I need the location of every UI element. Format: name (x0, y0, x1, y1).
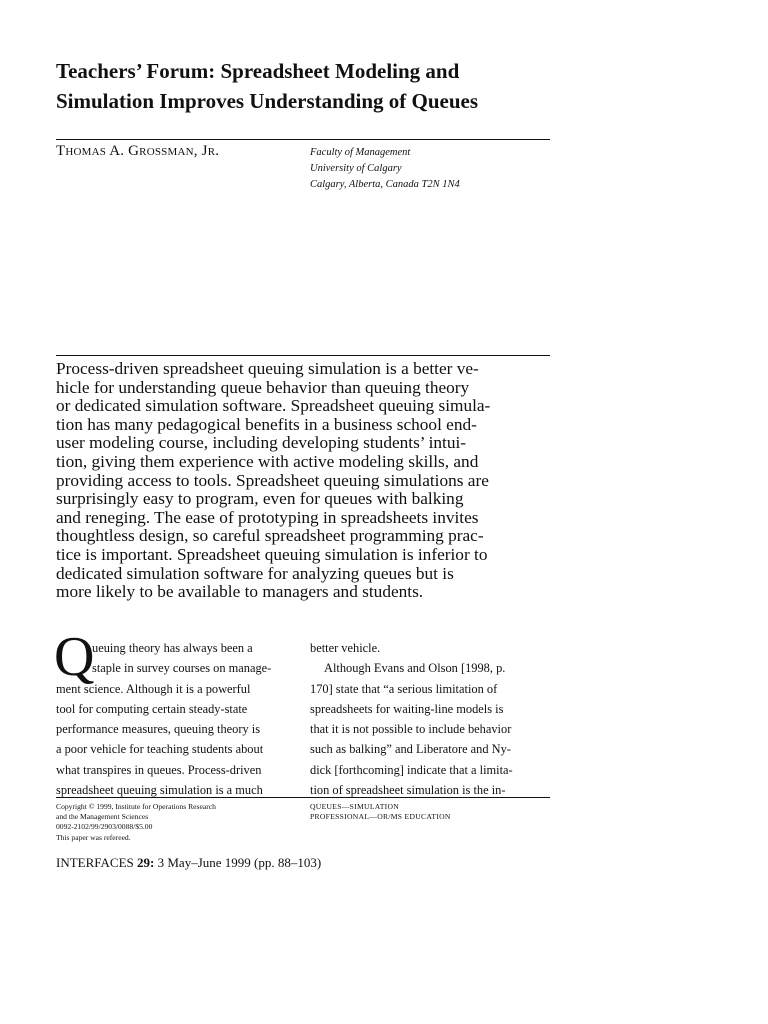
body-line: spreadsheet queuing simulation is a much (56, 783, 263, 798)
abstract-line: surprisingly easy to program, even for queues with balking (56, 489, 464, 509)
title-divider (56, 139, 550, 140)
copyright-line: This paper was refereed. (56, 832, 131, 842)
copyright-notice (56, 802, 216, 843)
body-column-left (56, 638, 306, 800)
affiliation-line: Faculty of Management (310, 147, 411, 158)
abstract-line: Process-driven spreadsheet queuing simulation is a better ve- (56, 359, 479, 378)
title-line-1: Teachers’ Forum: Spreadsheet Modeling and (56, 59, 460, 83)
keyword-line: PROFESSIONAL—OR/MS EDUCATION (310, 812, 451, 822)
affiliation-line: Calgary, Alberta, Canada T2N 1N4 (310, 179, 460, 190)
journal-issue: 3 May–June 1999 (pp. 88–103) (154, 855, 322, 870)
abstract-line: tice is important. Spreadsheet queuing simulation is inferior to (56, 544, 488, 564)
body-line: what transpires in queues. Process-driven (56, 762, 262, 777)
author-affiliation (310, 145, 460, 193)
author-name: Thomas A. Grossman, Jr. (56, 143, 220, 159)
body-line: ment science. Although it is a powerful (56, 681, 251, 696)
affiliation-line: University of Calgary (310, 163, 402, 174)
abstract-line: dedicated simulation software for analyzing queues but is (56, 563, 454, 583)
body-column-right (310, 638, 560, 800)
abstract-line: more likely to be available to managers and students. (56, 582, 424, 602)
body-line: such as balking” and Liberatore and Ny- (310, 742, 511, 757)
copyright-line: Copyright © 1999, Institute for Operations Research (56, 802, 216, 811)
journal-volume: 29: (137, 855, 155, 870)
article-title (56, 56, 556, 116)
abstract-line: tion has many pedagogical benefits in a business school end- (56, 414, 477, 434)
body-line: tion of spreadsheet simulation is the in- (310, 783, 506, 798)
body-line: staple in survey courses on manage- (92, 661, 272, 676)
abstract-line: and reneging. The ease of prototyping in spreadsheets invites (56, 507, 479, 527)
drop-cap: Q (54, 626, 95, 688)
copyright-line: and the Management Sciences (56, 812, 149, 822)
abstract-divider (56, 355, 550, 356)
body-line: a poor vehicle for teaching students about (56, 742, 264, 757)
copyright-line: 0092-2102/99/2903/0088/$5.00 (56, 822, 153, 832)
abstract-line: tion, giving them experience with active modeling skills, and (56, 451, 479, 471)
body-line: dick [forthcoming] indicate that a limita- (310, 762, 513, 777)
abstract-line: hicle for understanding queue behavior than queuing theory (56, 377, 470, 397)
body-line: tool for computing certain steady-state (56, 701, 248, 716)
abstract-line: or dedicated simulation software. Spreadsheet queuing simula- (56, 396, 491, 416)
title-line-2: Simulation Improves Understanding of Queues (56, 89, 479, 113)
body-line: spreadsheets for waiting-line models is (310, 701, 504, 716)
journal-citation (56, 855, 321, 871)
footer-divider (56, 797, 550, 798)
body-line: better vehicle. (310, 641, 381, 655)
journal-name: INTERFACES (56, 855, 134, 870)
body-line: 170] state that “a serious limitation of (310, 681, 498, 696)
abstract-line: user modeling course, including developing students’ intui- (56, 433, 467, 453)
keyword-line: QUEUES—SIMULATION (310, 802, 400, 811)
body-line: Although Evans and Olson [1998, p. (324, 661, 506, 676)
abstract (56, 360, 556, 602)
subject-keywords (310, 802, 451, 822)
body-line: performance measures, queuing theory is (56, 722, 261, 737)
body-line: that it is not possible to include behavior (310, 722, 512, 737)
abstract-line: providing access to tools. Spreadsheet queuing simulations are (56, 470, 489, 490)
abstract-line: thoughtless design, so careful spreadsheet programming prac- (56, 526, 484, 546)
body-line: ueuing theory has always been a (92, 641, 253, 655)
